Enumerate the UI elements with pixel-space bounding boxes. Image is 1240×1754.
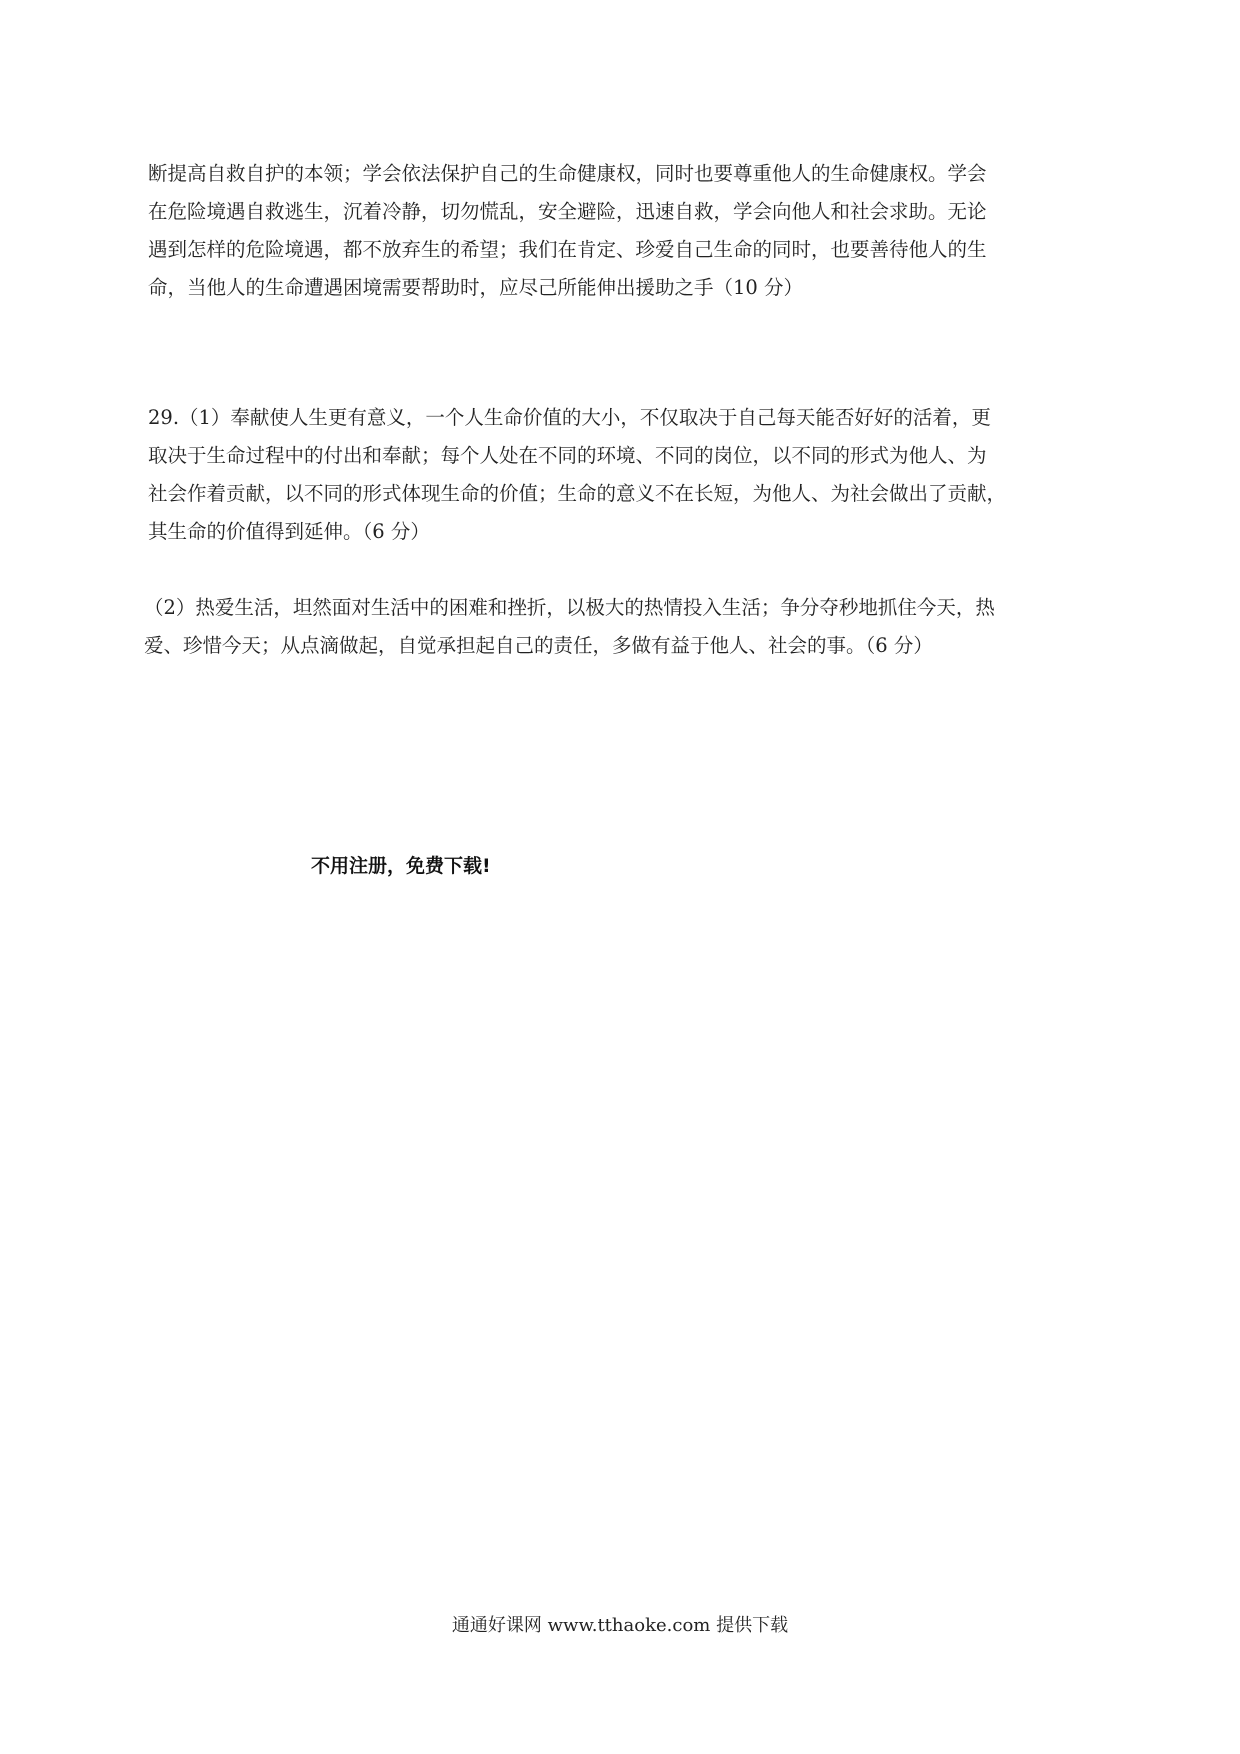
text-line: 断提高自救自护的本领；学会依法保护自己的生命健康权，同时也要尊重他人的生命健康权。学会 — [148, 162, 987, 185]
text-line: 爱、珍惜今天；从点滴做起，自觉承担起自己的责任，多做有益于他人、社会的事。（6 分） — [144, 634, 933, 657]
page-footer: 通通好课网 www.tthaoke.com 提供下载 — [451, 1615, 789, 1636]
text-line: 命，当他人的生命遭遇困境需要帮助时，应尽己所能伸出援助之手（10 分） — [148, 276, 804, 299]
text-line: 遇到怎样的危险境遇，都不放弃生的希望；我们在肯定、珍爱自己生命的同时，也要善待他人的生 — [148, 238, 987, 261]
text-line: 取决于生命过程中的付出和奉献；每个人处在不同的环境、不同的岗位，以不同的形式为他人、为 — [148, 444, 987, 467]
answer-paragraph-28-continued — [148, 155, 1098, 307]
answer-paragraph-29-part-2 — [144, 589, 1094, 665]
text-line: 在危险境遇自救逃生，沉着冷静，切勿慌乱，安全避险，迅速自救，学会向他人和社会求助。无论 — [148, 200, 987, 223]
promo-download-link[interactable]: 不用注册，免费下载! — [311, 855, 491, 877]
text-line: （2）热爱生活，坦然面对生活中的困难和挫折，以极大的热情投入生活；争分夺秒地抓住今天，热 — [144, 596, 995, 619]
text-line: 社会作着贡献，以不同的形式体现生命的价值；生命的意义不在长短，为他人、为社会做出了贡献， — [148, 482, 1007, 505]
text-line: 其生命的价值得到延伸。（6 分） — [148, 520, 430, 543]
text-line: 29.（1）奉献使人生更有意义，一个人生命价值的大小，不仅取决于自己每天能否好好的活着，更 — [148, 406, 991, 429]
answer-paragraph-29-part-1 — [148, 399, 1098, 551]
